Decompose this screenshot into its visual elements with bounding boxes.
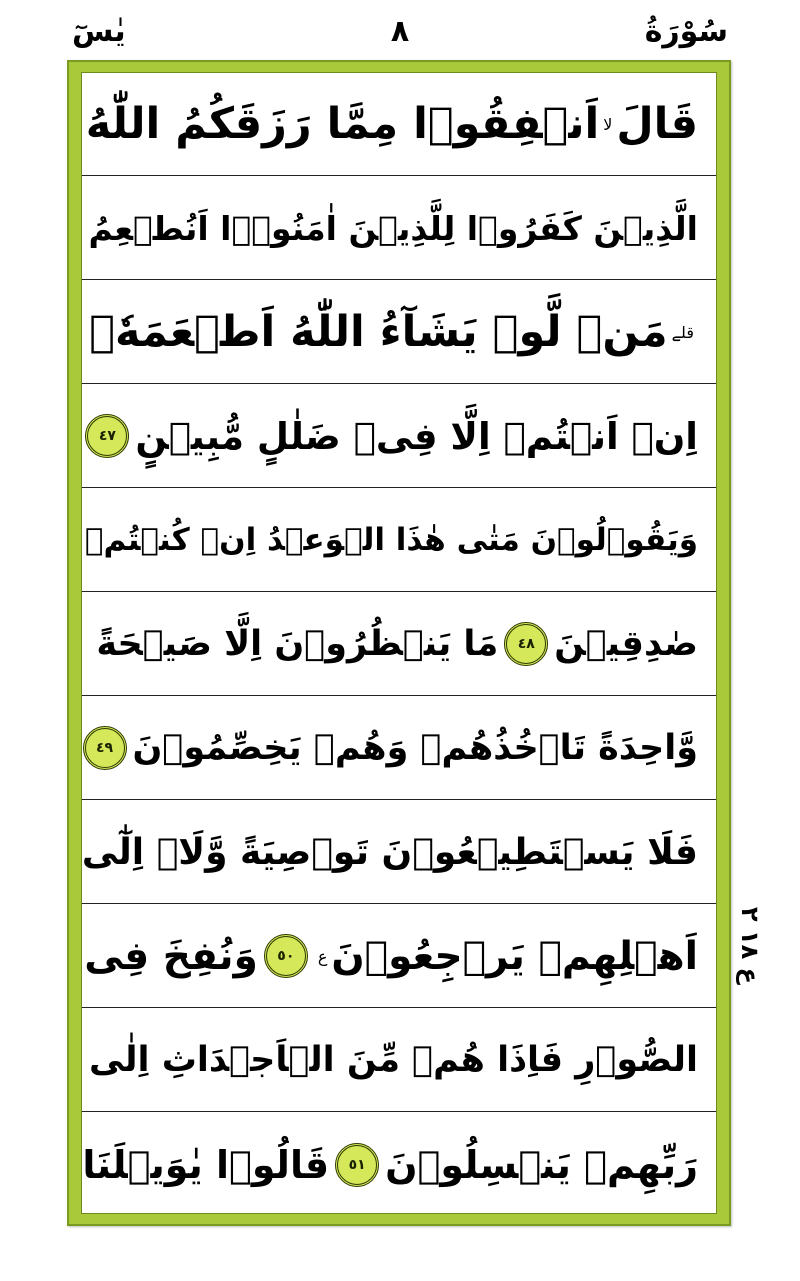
verse-number-marker: ٥٠ (264, 934, 308, 978)
page-header (0, 10, 800, 58)
verse-number-marker: ٥١ (335, 1143, 379, 1187)
line-segment: قَالَ (616, 99, 698, 149)
pause-mark: لا (603, 114, 613, 134)
text-line (82, 593, 716, 696)
text-area (81, 72, 717, 1214)
line-segment: قَالُوۡا يٰوَيۡلَنَا (82, 1143, 330, 1187)
line-segment: صٰدِقِيۡنَ (554, 624, 698, 664)
line-segment: وَيَقُوۡلُوۡنَ مَتٰى هٰذَا الۡوَعۡدُ اِنۡ كُنۡتُمۡ (84, 522, 698, 558)
text-line (82, 697, 716, 800)
line-segment: الصُّوۡرِ فَاِذَا هُمۡ مِّنَ الۡاَجۡدَاثِ اِلٰى (89, 1040, 698, 1080)
text-line (82, 905, 716, 1008)
text-line (82, 177, 716, 280)
page-number: ٨ (390, 14, 410, 49)
line-segment: وَنُفِخَ فِى (84, 933, 258, 979)
surah-name: يٰسٓ (72, 14, 126, 49)
ruku-margin-marker: ع ١٨ ٢ (736, 907, 764, 985)
verse-number-marker: ٤٧ (85, 414, 129, 458)
surah-label: سُوْرَةُ (644, 14, 728, 49)
text-line (82, 801, 716, 904)
text-line (82, 489, 716, 592)
page-frame (67, 60, 731, 1226)
line-segment: اَهۡلِهِمۡ يَرۡجِعُوۡنَ (331, 933, 698, 979)
line-segment: رَبِّهِمۡ يَنۡسِلُوۡنَ (385, 1143, 698, 1187)
text-line (82, 385, 716, 488)
line-segment: اَنۡفِقُوۡا مِمَّا رَزَقَكُمُ اللّٰهُ (85, 99, 600, 149)
line-segment: فَلَا يَسۡتَطِيۡعُوۡنَ تَوۡصِيَةً وَّلَاۤ اِلٰٓى (81, 831, 698, 873)
text-line (82, 1113, 716, 1217)
text-line (82, 281, 716, 384)
text-line (82, 1009, 716, 1112)
line-segment: الَّذِيۡنَ كَفَرُوۡا لِلَّذِيۡنَ اٰمَنُوۡۤا اَنُطۡعِمُ (88, 208, 698, 248)
line-segment: مَنۡ لَّوۡ يَشَآءُ اللّٰهُ اَطۡعَمَهٗۤ (89, 307, 668, 357)
verse-number-marker: ٤٨ (504, 622, 548, 666)
pause-mark: قلے (671, 322, 694, 342)
text-line (82, 73, 716, 176)
line-segment: وَّاحِدَةً تَاۡخُذُهُمۡ وَهُمۡ يَخِصِّمُوۡنَ (132, 728, 698, 768)
ruku-mark: ع (317, 946, 328, 966)
line-segment: مَا يَنۡظُرُوۡنَ اِلَّا صَيۡحَةً (96, 624, 499, 664)
verse-number-marker: ٤٩ (83, 726, 127, 770)
line-segment: اِنۡ اَنۡتُمۡ اِلَّا فِىۡ ضَلٰلٍ مُّبِيۡنٍ (135, 414, 698, 458)
